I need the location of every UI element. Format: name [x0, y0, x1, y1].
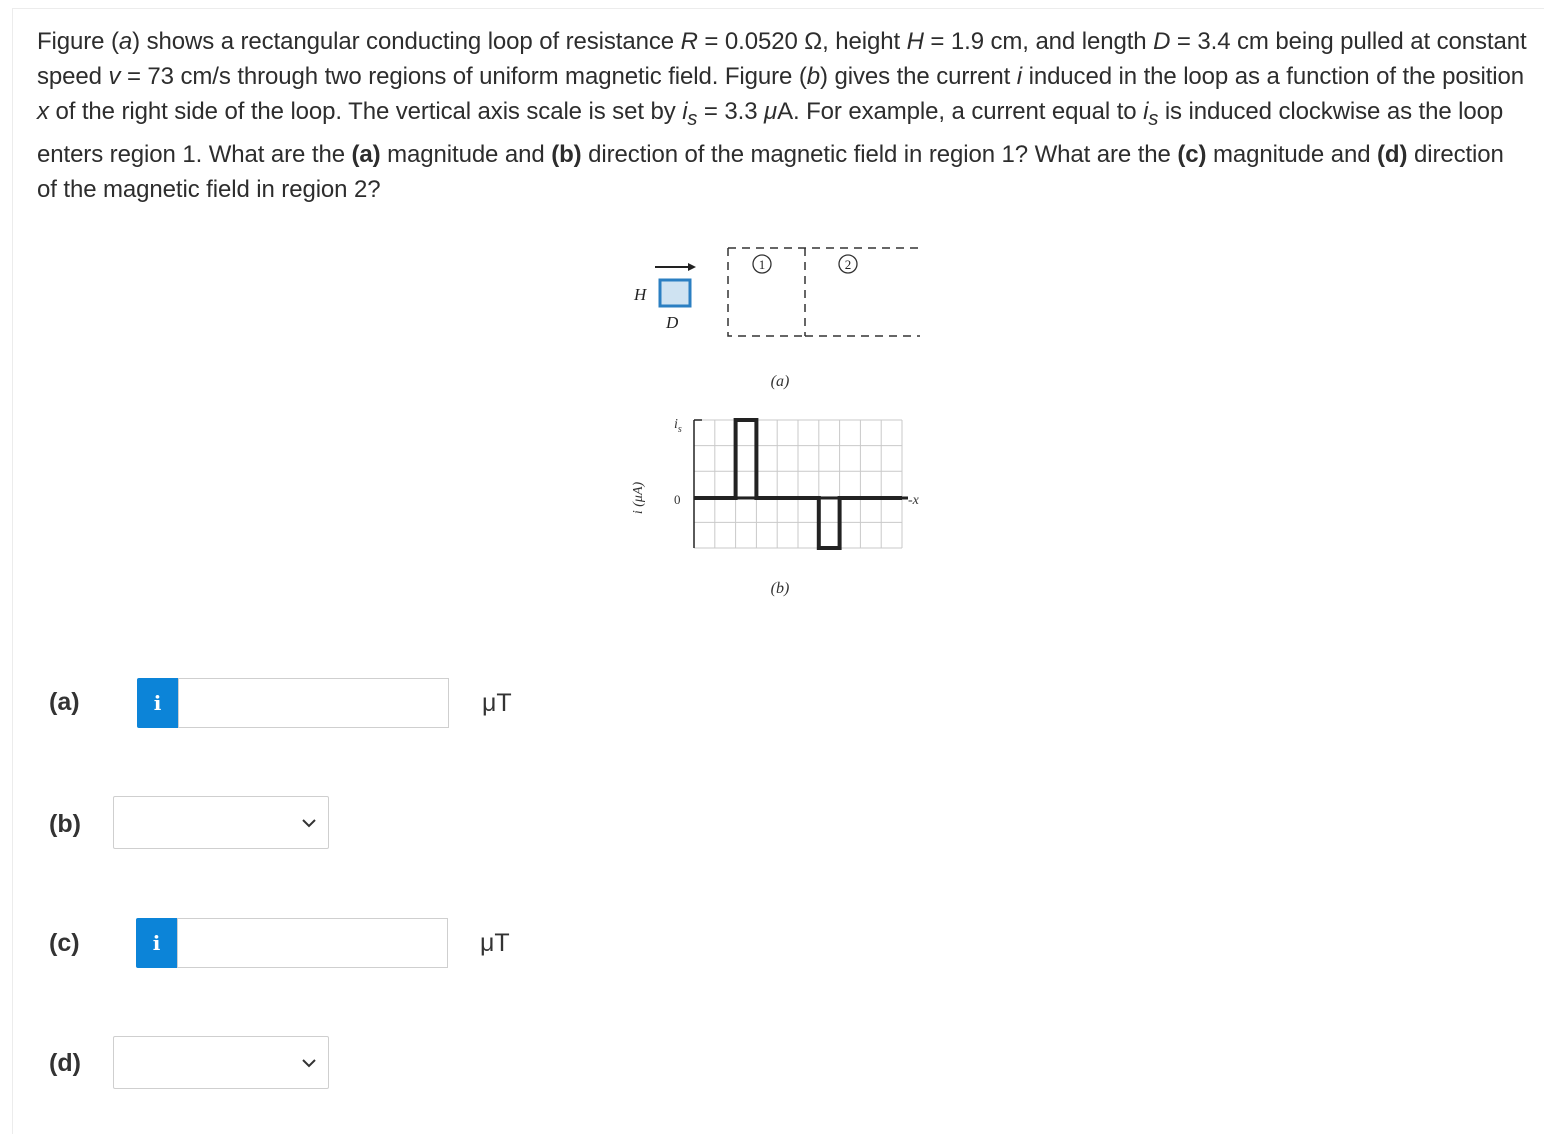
x-axis-label: -x [908, 493, 919, 508]
figure-b [631, 417, 920, 597]
label-D: D [666, 313, 679, 332]
part-a-label: (a) [49, 688, 80, 716]
y-axis-label: i (μA) [631, 481, 646, 515]
region1-boundary-left [728, 248, 805, 336]
answer-b-select[interactable] [113, 796, 329, 849]
question-text [37, 24, 1527, 207]
conducting-loop [660, 280, 690, 306]
figure [620, 228, 940, 608]
label-H: H [634, 285, 647, 304]
unit-c: μT [480, 929, 510, 957]
region1-number: 1 [758, 257, 766, 272]
tick-label-is: $i_s$ [674, 417, 682, 435]
answer-c-input[interactable] [177, 918, 448, 968]
answer-d-select[interactable] [113, 1036, 329, 1089]
region2-number: 2 [844, 257, 852, 272]
info-a-button[interactable]: i [137, 678, 178, 728]
part-d-label: (d) [49, 1049, 81, 1077]
figure-svg [620, 228, 940, 608]
tick-label-zero: 0 [674, 492, 681, 507]
caption-a: (a) [770, 373, 790, 390]
question-paragraph: Figure (a) shows a rectangular conducting loop of resistance R = 0.0520 Ω, height H = 1.9 cm, and length D = 3.4 cm being pulled at constant speed v = 73 cm/s through two regions of uniform magnetic field. Figure (b) gives the current i induced in the loop as a function of the position x of the right side of the loop. The vertical axis scale is set by $i_s = 3.3$ μA. For example, a current equal to $i_s$ is induced clockwise as the loop enters region 1. What are the (a) magnitude and (b) direction of the magnetic field in region 1? What are the (c) magnitude and (d) direction of the magnetic field in region 2? [37, 28, 1527, 203]
info-c-button[interactable]: i [136, 918, 177, 968]
figure-a [633, 248, 920, 390]
velocity-arrow-head [688, 263, 696, 271]
grid [694, 420, 902, 548]
chevron-down-icon [300, 814, 318, 832]
chevron-down-icon [300, 1054, 318, 1072]
caption-b: (b) [770, 580, 790, 597]
part-b-label: (b) [49, 810, 81, 838]
unit-a: μT [482, 689, 512, 717]
part-c-label: (c) [49, 929, 80, 957]
answer-a-input[interactable] [178, 678, 449, 728]
